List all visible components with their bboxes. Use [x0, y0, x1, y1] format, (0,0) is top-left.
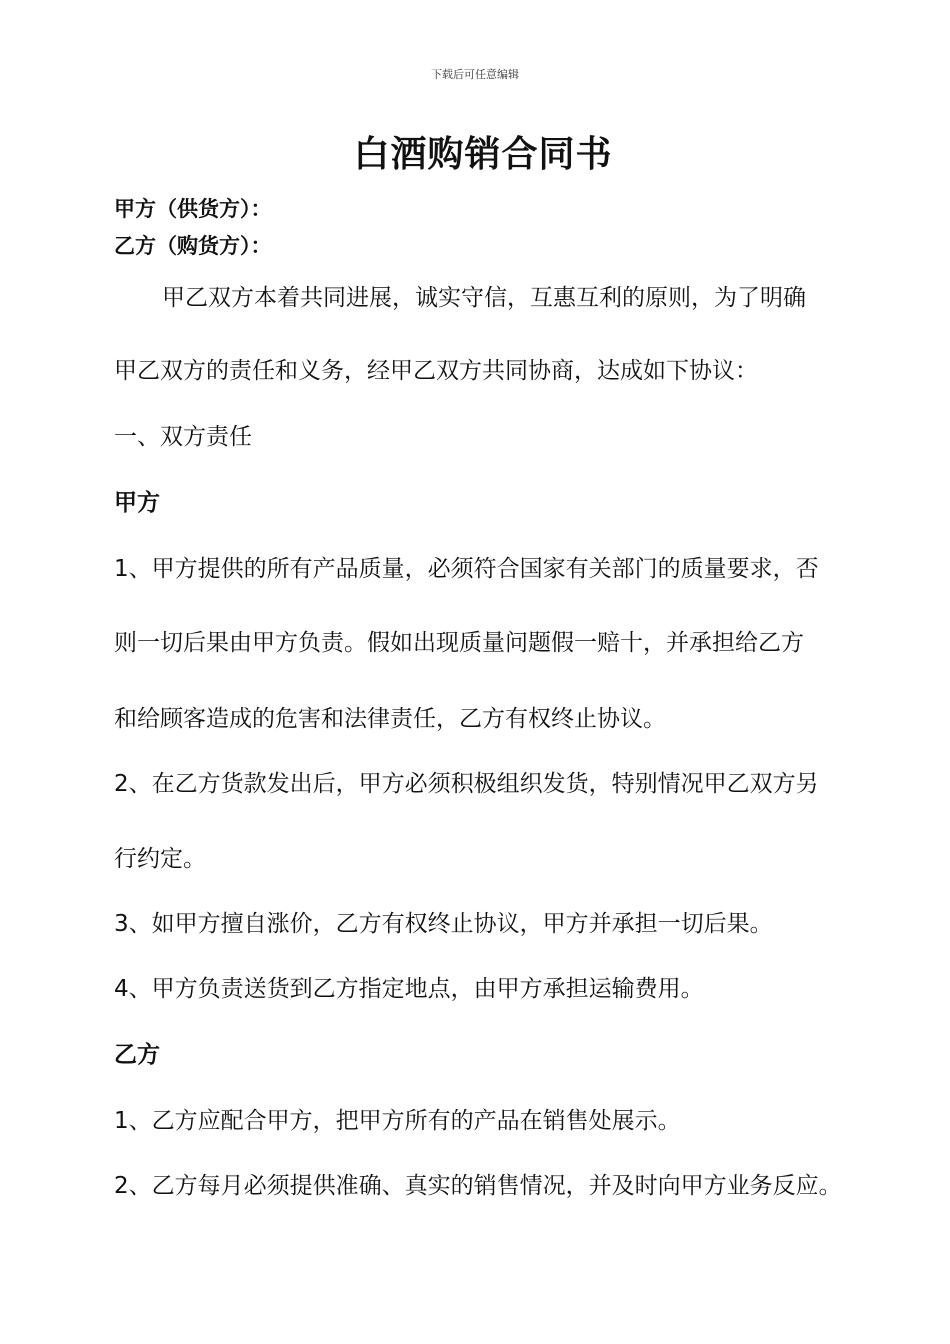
party-b-heading: 乙方	[114, 1042, 160, 1068]
section-title: 一、双方责任	[114, 424, 252, 450]
party-a-heading: 甲方	[114, 490, 160, 516]
clause-a3: 3、如甲方擅自涨价，乙方有权终止协议，甲方并承担一切后果。	[114, 911, 773, 937]
party-a-label: 甲方（供货方）：	[114, 197, 272, 221]
intro-paragraph-line-1: 甲乙双方本着共同进展，诚实守信，互惠互利的原则，为了明确	[162, 285, 806, 311]
clause-a2-line-2: 行约定。	[114, 846, 206, 872]
clause-a1-line-1: 1、甲方提供的所有产品质量，必须符合国家有关部门的质量要求，否	[114, 556, 819, 582]
party-b-label: 乙方（购货方）：	[114, 234, 272, 258]
intro-paragraph-line-2: 甲乙双方的责任和义务，经甲乙双方共同协商，达成如下协议：	[114, 358, 758, 384]
clause-a1-line-3: 和给顾客造成的危害和法律责任，乙方有权终止协议。	[114, 706, 666, 732]
clause-b2: 2、乙方每月必须提供准确、真实的销售情况，并及时向甲方业务反应。	[114, 1173, 842, 1199]
clause-a1-line-2: 则一切后果由甲方负责。假如出现质量问题假一赔十，并承担给乙方	[114, 630, 804, 656]
clause-a2-line-1: 2、在乙方货款发出后，甲方必须积极组织发货，特别情况甲乙双方另	[114, 771, 819, 797]
clause-a4: 4、甲方负责送货到乙方指定地点，由甲方承担运输费用。	[114, 976, 704, 1002]
header-note: 下载后可任意编辑	[431, 68, 519, 81]
document-title: 白酒购销合同书	[353, 133, 613, 175]
clause-b1: 1、乙方应配合甲方，把甲方所有的产品在销售处展示。	[114, 1108, 681, 1134]
